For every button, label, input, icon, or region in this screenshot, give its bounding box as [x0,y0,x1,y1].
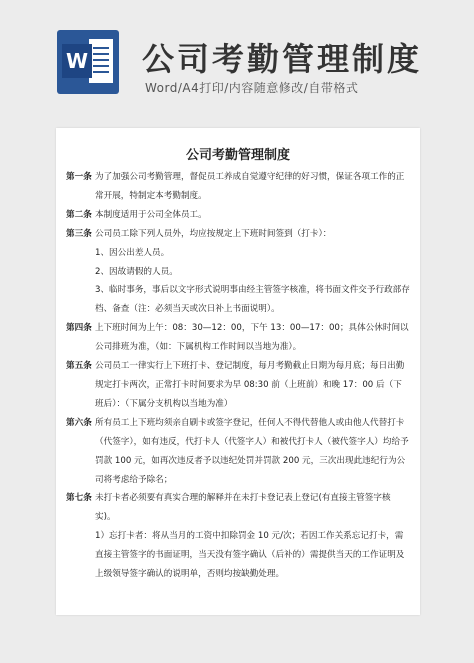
article-text: 本制度适用于公司全体员工。 [95,209,207,220]
page-title: 公司考勤管理制度 [142,40,423,78]
list-item: 1、因公出差人员。 [95,247,170,258]
article-4 [66,319,410,357]
list-item: 1）忘打卡者：将从当月的工资中扣除罚金 10 元/次；若因工作关系忘记打卡，需直接主管签字的书面证明，当天没有签字确认（后补的）需提供当天的工作证明及上级领导签字确认的说明单，否则均按缺勤处理。 [95,531,405,580]
word-icon-page [89,39,113,83]
article-label: 第六条 [66,417,92,428]
article-label: 第一条 [66,172,92,182]
article-7 [66,489,410,527]
list-item: 3、临时事务，事后以文字形式说明事由经主管签字核准，将书面文件交予行政部存档、备查（注：必须当天或次日补上书面说明）。 [95,285,410,315]
article-3 [66,225,410,244]
article-2 [66,206,410,225]
document-title: 公司考勤管理制度 [185,148,290,163]
article-text: 为了加强公司考勤管理，督促员工养成自觉遵守纪律的好习惯，保证各项工作的正常开展，特制定本考勤制度。 [95,172,405,201]
word-icon [57,30,119,94]
article-text: 公司员工除下列人员外，均应按规定上下班时间签到（打卡）： [95,228,332,239]
article-label: 第三条 [66,228,92,239]
article-label: 第七条 [66,493,92,504]
document-page [56,128,420,615]
article-1 [66,168,410,206]
word-icon-letter: W [62,44,92,78]
article-text: 所有员工上下班均须亲自刷卡或签字登记，任何人不得代替他人或由他人代替打卡（代签字），如有违反，代打卡人（代签字人）和被代打卡人（被代签字人）均给予罚款 100 元，如再次违反者予以违纪处罚并罚款 200 元，三次出现此违纪行为公司将考虑给予除名； [95,417,409,485]
list-item: 2、因故请假的人员。 [95,266,178,277]
article-text: 公司员工一律实行上下班打卡、登记制度，每月考勤截止日期为每月底；每日出勤规定打卡两次，正常打卡时间要求为早 08:30 前（上班前）和晚 17：00 后（下班后）：（下属分支机构以当地为准） [95,361,405,409]
article-text: 未打卡者必须要有真实合理的解释并在未打卡登记表上登记(有直接主管签字核实)。 [95,493,391,523]
page-subtitle: Word/A4打印/内容随意修改/自带格式 [145,81,359,95]
article-text: 上下班时间为上午：08：30—12：00，下午 13：00—17：00；具体公休时间以公司排班为准，（如：下属机构工作时间以当地为准）。 [95,323,409,353]
document-body [66,168,410,584]
template-header [0,0,474,112]
article-5 [66,357,410,414]
article-label: 第二条 [66,209,92,220]
article-6 [66,414,410,490]
article-label: 第五条 [66,361,92,372]
article-label: 第四条 [66,323,92,334]
